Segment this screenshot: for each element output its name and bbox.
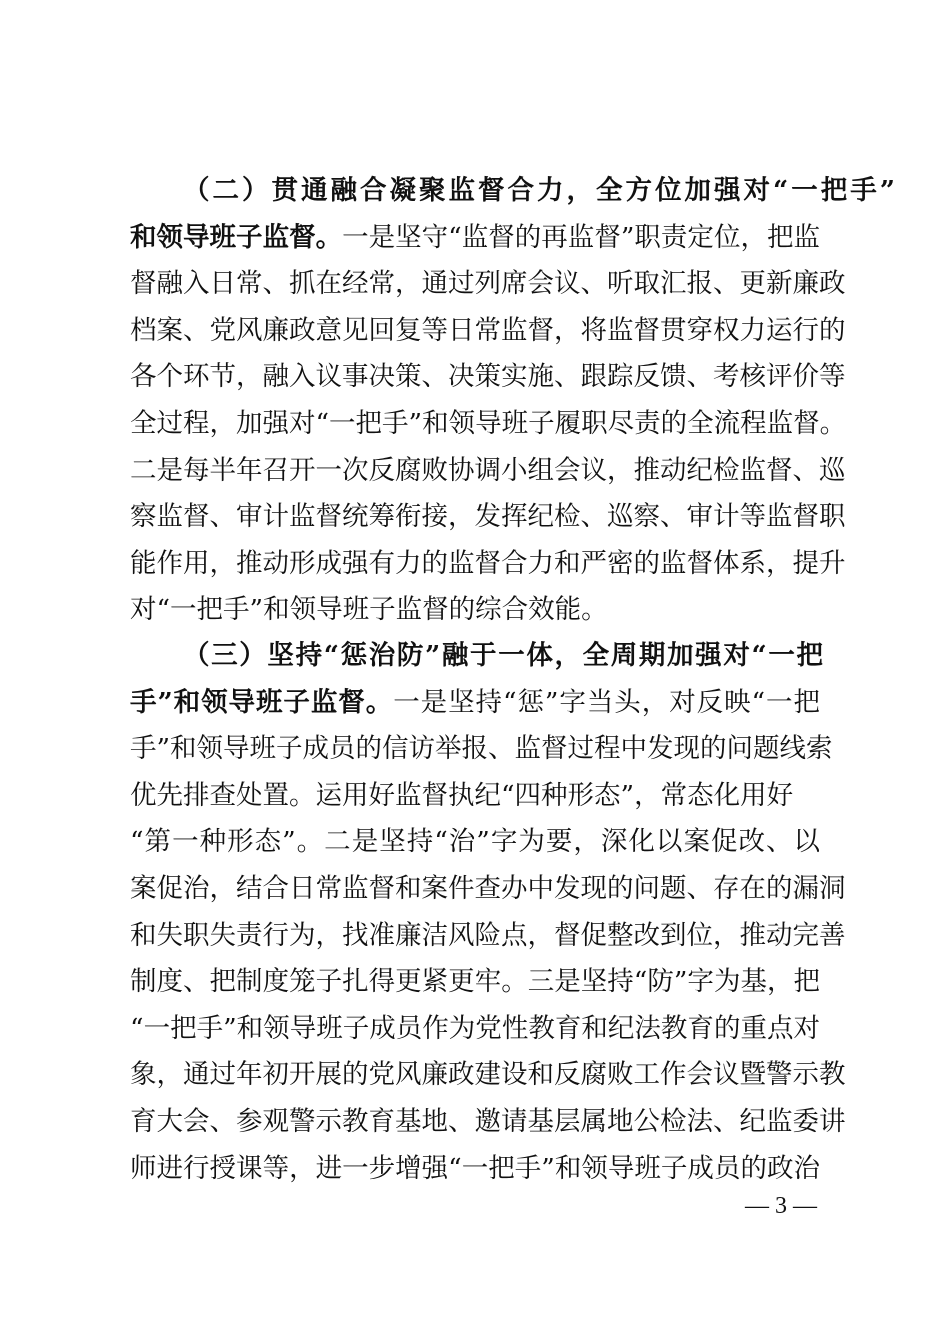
paragraph-text: 能作用，推动形成强有力的监督合力和严密的监督体系，提升 (130, 547, 846, 579)
paragraph-text: 对“一把手”和领导班子监督的综合效能。 (130, 594, 608, 626)
paragraph-text: 二是每半年召开一次反腐败协调小组会议，推动纪检监督、巡 (130, 454, 846, 486)
text-line (130, 1100, 846, 1144)
text-line (130, 820, 820, 864)
paragraph-text: 察监督、审计监督统筹衔接，发挥纪检、巡察、审计等监督职 (130, 501, 846, 533)
text-line (130, 262, 846, 306)
paragraph-text: 育大会、参观警示教育基地、邀请基层属地公检法、纪监委讲 (130, 1106, 846, 1137)
paragraph-text: 各个环节，融入议事决策、决策实施、跟踪反馈、考核评价等 (130, 361, 846, 393)
paragraph-text: “第一种形态”。二是坚持“治”字为要，深化以案促改、以 (130, 826, 820, 858)
section-heading: （二）贯通融合凝聚监督合力，全方位加强对“一把手” (183, 175, 895, 206)
paragraph-text: 制度、把制度笼子扎得更紧更牢。三是坚持“防”字为基，把 (130, 966, 820, 998)
page-number: — 3 — (745, 1193, 817, 1219)
text-line (130, 1053, 846, 1097)
paragraph-text: 一是坚守“监督的再监督”职责定位，把监 (342, 221, 820, 253)
paragraph-text: 全过程，加强对“一把手”和领导班子履职尽责的全流程监督。 (130, 408, 847, 439)
text-line (130, 495, 846, 539)
paragraph-text: 和失职失责行为，找准廉洁风险点，督促整改到位，推动完善 (130, 919, 846, 951)
text-line (130, 216, 820, 260)
section-heading: 和领导班子监督。 (130, 221, 343, 253)
paragraph-text: 师进行授课等，进一步增强“一把手”和领导班子成员的政治 (130, 1152, 820, 1184)
text-line (130, 1147, 820, 1191)
text-line (130, 542, 846, 586)
text-line (130, 588, 820, 632)
text-line (130, 960, 820, 1004)
text-line (130, 355, 846, 399)
text-line (130, 681, 820, 725)
text-line (130, 914, 846, 958)
paragraph-text: “一把手”和领导班子成员作为党性教育和纪法教育的重点对 (130, 1012, 820, 1044)
text-line (130, 774, 820, 818)
text-line (130, 867, 846, 911)
text-line (130, 727, 833, 771)
text-line (183, 169, 895, 213)
text-line (130, 1007, 820, 1051)
paragraph-text: 优先排查处置。运用好监督执纪“四种形态”，常态化用好 (130, 779, 794, 811)
section-heading: 手”和领导班子监督。 (130, 686, 394, 718)
text-line (130, 449, 846, 493)
paragraph-text: 象，通过年初开展的党风廉政建设和反腐败工作会议暨警示教 (130, 1059, 846, 1091)
text-line (183, 634, 823, 678)
paragraph-text: 档案、党风廉政意见回复等日常监督，将监督贯穿权力运行的 (130, 314, 846, 346)
paragraph-text: 一是坚持“惩”字当头，对反映“一把 (393, 686, 820, 718)
text-line (130, 309, 846, 353)
text-line (130, 402, 847, 446)
paragraph-text: 手”和领导班子成员的信访举报、监督过程中发现的问题线索 (130, 733, 833, 765)
section-heading: （三）坚持“惩治防”融于一体，全周期加强对“一把 (183, 640, 823, 671)
paragraph-text: 督融入日常、抓在经常，通过列席会议、听取汇报、更新廉政 (130, 268, 846, 300)
paragraph-text: 案促治，结合日常监督和案件查办中发现的问题、存在的漏洞 (130, 873, 846, 904)
